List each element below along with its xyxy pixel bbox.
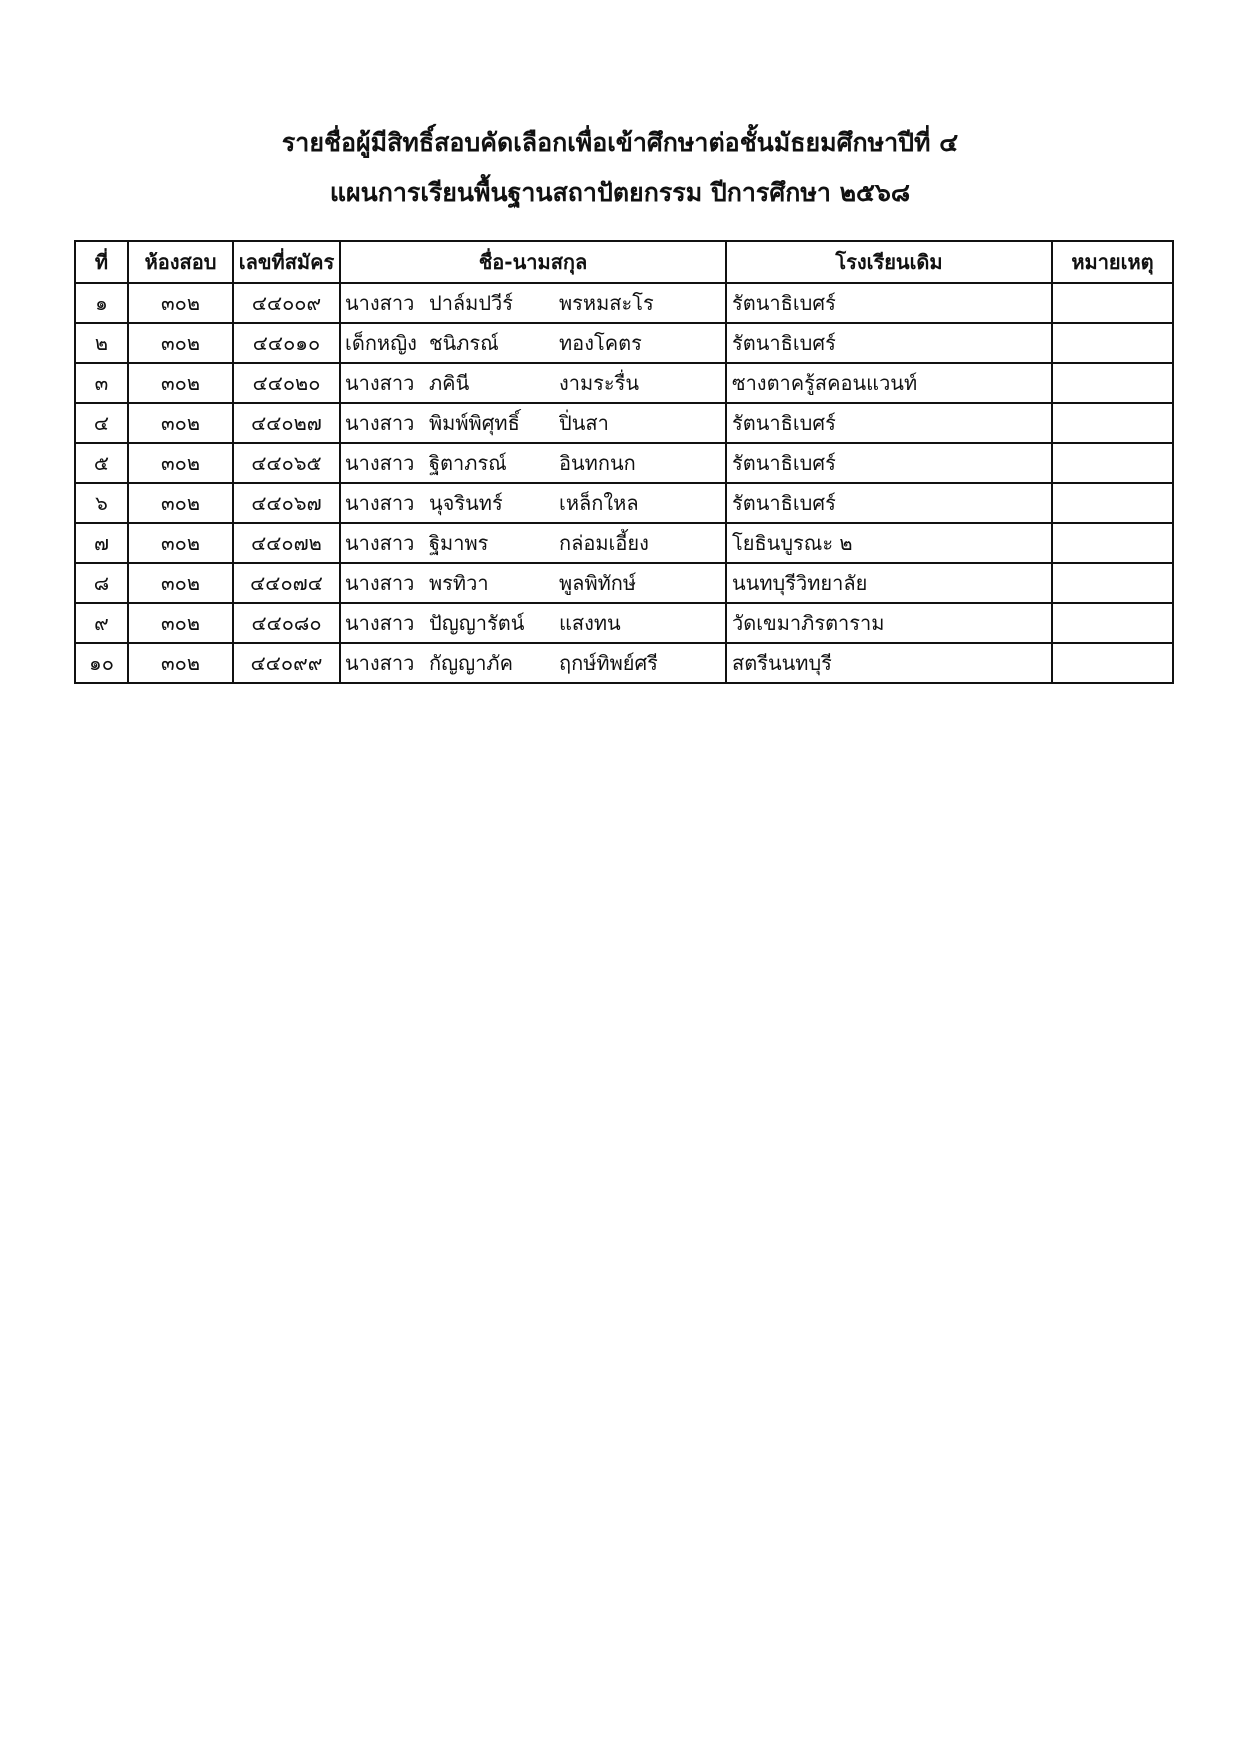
remark bbox=[1052, 283, 1173, 323]
row-number: ๗ bbox=[75, 523, 128, 563]
candidate-table bbox=[74, 240, 1174, 684]
full-name-cell bbox=[340, 523, 726, 563]
first-name: พิมพ์พิศุทธิ์ bbox=[429, 411, 520, 435]
exam-room: ๓๐๒ bbox=[128, 483, 233, 523]
last-name: กล่อมเอี้ยง bbox=[559, 531, 649, 555]
remark bbox=[1052, 483, 1173, 523]
row-number: ๖ bbox=[75, 483, 128, 523]
application-number: ๔๔๐๗๔ bbox=[233, 563, 340, 603]
name-prefix: นางสาว bbox=[345, 371, 415, 395]
table-header-row bbox=[75, 241, 1173, 283]
application-number: ๔๔๐๙๙ bbox=[233, 643, 340, 683]
name-prefix: เด็กหญิง bbox=[345, 331, 417, 355]
first-name: พรทิวา bbox=[429, 571, 489, 595]
first-name: กัญญาภัค bbox=[429, 651, 513, 675]
column-header-remark: หมายเหตุ bbox=[1052, 241, 1173, 283]
application-number: ๔๔๐๖๗ bbox=[233, 483, 340, 523]
first-name: นุจรินทร์ bbox=[429, 491, 503, 515]
full-name-cell bbox=[340, 603, 726, 643]
first-name: ฐิตาภรณ์ bbox=[429, 451, 507, 475]
column-header-previous-school: โรงเรียนเดิม bbox=[726, 241, 1052, 283]
exam-room: ๓๐๒ bbox=[128, 443, 233, 483]
name-prefix: นางสาว bbox=[345, 611, 415, 635]
last-name: อินทกนก bbox=[559, 451, 636, 475]
remark bbox=[1052, 323, 1173, 363]
document-title: รายชื่อผู้มีสิทธิ์สอบคัดเลือกเพื่อเข้าศึกษาต่อชั้นมัธยมศึกษาปีที่ ๔ bbox=[281, 128, 959, 157]
previous-school: รัตนาธิเบศร์ bbox=[726, 483, 1052, 523]
table-row bbox=[75, 603, 1173, 643]
remark bbox=[1052, 563, 1173, 603]
application-number: ๔๔๐๒๗ bbox=[233, 403, 340, 443]
row-number: ๒ bbox=[75, 323, 128, 363]
table-row bbox=[75, 523, 1173, 563]
row-number: ๑ bbox=[75, 283, 128, 323]
full-name-cell bbox=[340, 283, 726, 323]
previous-school: สตรีนนทบุรี bbox=[726, 643, 1052, 683]
remark bbox=[1052, 403, 1173, 443]
first-name: ชนิภรณ์ bbox=[429, 331, 499, 355]
table-row bbox=[75, 563, 1173, 603]
previous-school: วัดเขมาภิรตาราม bbox=[726, 603, 1052, 643]
row-number: ๑๐ bbox=[75, 643, 128, 683]
row-number: ๘ bbox=[75, 563, 128, 603]
exam-room: ๓๐๒ bbox=[128, 603, 233, 643]
column-header-application-no: เลขที่สมัคร bbox=[233, 241, 340, 283]
exam-room: ๓๐๒ bbox=[128, 643, 233, 683]
application-number: ๔๔๐๖๕ bbox=[233, 443, 340, 483]
table-body bbox=[75, 283, 1173, 683]
exam-room: ๓๐๒ bbox=[128, 523, 233, 563]
row-number: ๓ bbox=[75, 363, 128, 403]
remark bbox=[1052, 523, 1173, 563]
table-row bbox=[75, 403, 1173, 443]
full-name-cell bbox=[340, 403, 726, 443]
last-name: ฤกษ์ทิพย์ศรี bbox=[559, 651, 658, 675]
full-name-cell bbox=[340, 363, 726, 403]
name-prefix: นางสาว bbox=[345, 291, 415, 315]
last-name: พูลพิทักษ์ bbox=[559, 571, 637, 595]
full-name-cell bbox=[340, 443, 726, 483]
remark bbox=[1052, 603, 1173, 643]
remark bbox=[1052, 643, 1173, 683]
remark bbox=[1052, 443, 1173, 483]
name-prefix: นางสาว bbox=[345, 491, 415, 515]
document-header bbox=[0, 118, 1240, 218]
name-prefix: นางสาว bbox=[345, 451, 415, 475]
previous-school: รัตนาธิเบศร์ bbox=[726, 283, 1052, 323]
row-number: ๕ bbox=[75, 443, 128, 483]
exam-room: ๓๐๒ bbox=[128, 283, 233, 323]
column-header-room: ห้องสอบ bbox=[128, 241, 233, 283]
name-prefix: นางสาว bbox=[345, 571, 415, 595]
table-row bbox=[75, 643, 1173, 683]
exam-room: ๓๐๒ bbox=[128, 403, 233, 443]
application-number: ๔๔๐๑๐ bbox=[233, 323, 340, 363]
first-name: ภคินี bbox=[429, 371, 470, 395]
table-row bbox=[75, 323, 1173, 363]
table-row bbox=[75, 363, 1173, 403]
application-number: ๔๔๐๐๙ bbox=[233, 283, 340, 323]
full-name-cell bbox=[340, 323, 726, 363]
full-name-cell bbox=[340, 643, 726, 683]
remark bbox=[1052, 363, 1173, 403]
table-row bbox=[75, 443, 1173, 483]
full-name-cell bbox=[340, 483, 726, 523]
previous-school: รัตนาธิเบศร์ bbox=[726, 443, 1052, 483]
last-name: แสงทน bbox=[559, 611, 621, 635]
row-number: ๔ bbox=[75, 403, 128, 443]
column-header-full-name: ชื่อ-นามสกุล bbox=[340, 241, 726, 283]
application-number: ๔๔๐๒๐ bbox=[233, 363, 340, 403]
name-prefix: นางสาว bbox=[345, 651, 415, 675]
application-number: ๔๔๐๘๐ bbox=[233, 603, 340, 643]
last-name: เหล็กใหล bbox=[559, 491, 639, 515]
previous-school: โยธินบูรณะ ๒ bbox=[726, 523, 1052, 563]
previous-school: รัตนาธิเบศร์ bbox=[726, 403, 1052, 443]
first-name: ฐิมาพร bbox=[429, 531, 489, 555]
last-name: ทองโคตร bbox=[559, 331, 642, 355]
first-name: ปาล์มปวีร์ bbox=[429, 291, 514, 315]
first-name: ปัญญารัตน์ bbox=[429, 611, 525, 635]
table-row bbox=[75, 283, 1173, 323]
exam-room: ๓๐๒ bbox=[128, 563, 233, 603]
full-name-cell bbox=[340, 563, 726, 603]
previous-school: รัตนาธิเบศร์ bbox=[726, 323, 1052, 363]
previous-school: ซางตาครู้สคอนแวนท์ bbox=[726, 363, 1052, 403]
last-name: ปิ่นสา bbox=[559, 411, 609, 435]
exam-room: ๓๐๒ bbox=[128, 363, 233, 403]
column-header-no: ที่ bbox=[75, 241, 128, 283]
row-number: ๙ bbox=[75, 603, 128, 643]
last-name: งามระรื่น bbox=[559, 371, 640, 395]
exam-room: ๓๐๒ bbox=[128, 323, 233, 363]
name-prefix: นางสาว bbox=[345, 531, 415, 555]
previous-school: นนทบุรีวิทยาลัย bbox=[726, 563, 1052, 603]
name-prefix: นางสาว bbox=[345, 411, 415, 435]
document-subtitle: แผนการเรียนพื้นฐานสถาปัตยกรรม ปีการศึกษา ๒๕๖๘ bbox=[329, 178, 911, 207]
application-number: ๔๔๐๗๒ bbox=[233, 523, 340, 563]
last-name: พรหมสะโร bbox=[559, 291, 654, 315]
table-row bbox=[75, 483, 1173, 523]
